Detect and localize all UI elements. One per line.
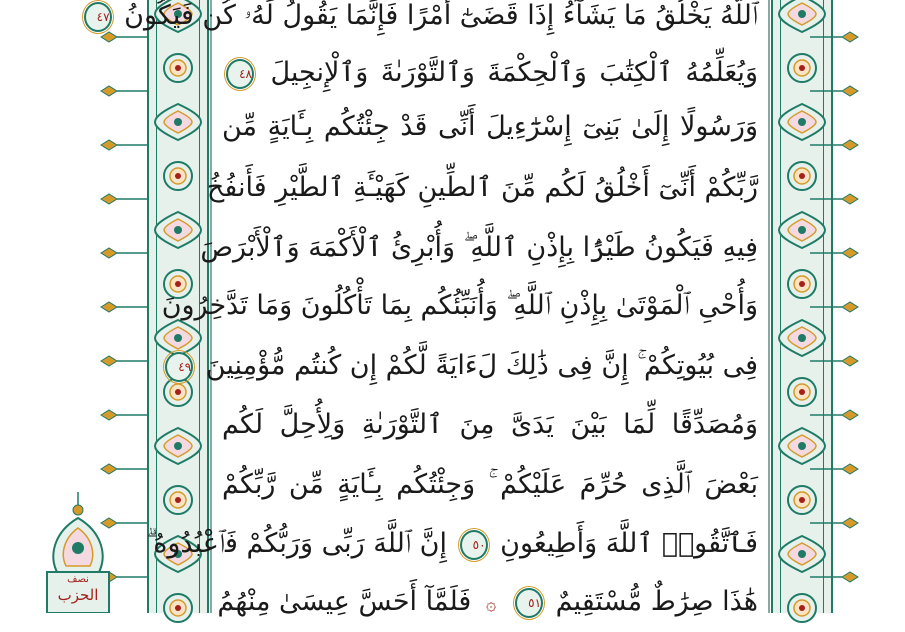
verse-text: إِنَّ ٱللَّهَ رَبِّى وَرَبُّكُمْ فَٱعْبُدُوهُ ۗ (146, 528, 447, 559)
hizb-small-label: نصف (67, 574, 89, 585)
rosette-icon (777, 156, 827, 196)
arabesque-medallion-icon (777, 318, 827, 358)
text-line (222, 101, 758, 153)
quran-text-area (96, 0, 766, 617)
border-sprig-icon (810, 29, 864, 43)
border-sprig-icon (95, 353, 149, 367)
arabesque-medallion-icon (153, 210, 203, 250)
text-line (206, 162, 758, 214)
verse-text: بَعْضَ ٱلَّذِى حُرِّمَ عَلَيْكُمْ ۚ وَجِئْتُكُم بِـَٔايَةٍ مِّن رَّبِّكُمْ (222, 469, 758, 500)
border-sprig-icon (810, 137, 864, 151)
text-line (96, 0, 758, 42)
verse-text: وَرَسُولًا إِلَىٰ بَنِىٓ إِسْرَٰٓءِيلَ أَنِّى قَدْ جِئْتُكُم بِـَٔايَةٍ مِّن (222, 111, 758, 142)
text-line (222, 399, 758, 451)
arabesque-medallion-icon (777, 102, 827, 142)
border-sprig-icon (95, 299, 149, 313)
arabesque-medallion-icon (777, 426, 827, 466)
text-line (200, 222, 758, 274)
rosette-icon (777, 372, 827, 412)
border-sprig-icon (810, 353, 864, 367)
border-sprig-icon (810, 515, 864, 529)
verse-text: رَّبِّكُمْ أَنِّىٓ أَخْلُقُ لَكُم مِّنَ ٱلطِّينِ كَهَيْـَٔةِ ٱلطَّيْرِ فَأَنفُخُ (206, 172, 758, 203)
text-line (222, 47, 758, 99)
hizb-marker (44, 492, 112, 613)
rosette-icon (777, 480, 827, 520)
border-sprig-icon (810, 407, 864, 421)
verse-text: فِيهِ فَيَكُونُ طَيْرًۢا بِإِذْنِ ٱللَّهِ ۖ وَأُبْرِئُ ٱلْأَكْمَهَ وَٱلْأَبْرَصَ (200, 232, 758, 263)
text-line (217, 576, 758, 628)
text-line (178, 340, 758, 392)
rosette-icon (777, 48, 827, 88)
border-sprig-icon (810, 245, 864, 259)
ayah-number-marker: ٥٠ (460, 530, 488, 560)
verse-text: وَمُصَدِّقًا لِّمَا بَيْنَ يَدَىَّ مِنَ ٱلتَّوْرَىٰةِ وَلِأُحِلَّ لَكُم (222, 409, 758, 440)
ayah-number-marker: ٤٩ (165, 352, 193, 382)
border-sprig-icon (95, 461, 149, 475)
border-sprig-icon (810, 461, 864, 475)
verse-text: وَيُعَلِّمُهُ ٱلْكِتَٰبَ وَٱلْحِكْمَةَ وَٱلتَّوْرَىٰةَ وَٱلْإِنجِيلَ (270, 57, 758, 88)
arabesque-medallion-icon (153, 102, 203, 142)
arabesque-medallion-icon (153, 426, 203, 466)
hizb-label: الحزب (57, 586, 99, 604)
rub-el-hizb-icon: ۞ (485, 594, 497, 615)
ayah-number-marker: ٥١ (515, 588, 543, 618)
verse-text: فِى بُيُوتِكُمْ ۚ إِنَّ فِى ذَٰلِكَ لَءَايَةً لَّكُمْ إِن كُنتُم مُّؤْمِنِينَ (205, 350, 758, 381)
border-sprig-icon (810, 299, 864, 313)
rosette-icon (777, 588, 827, 628)
verse-text: فَلَمَّآ أَحَسَّ عِيسَىٰ مِنْهُمُ (217, 586, 472, 617)
border-sprig-icon (95, 191, 149, 205)
rosette-icon (777, 264, 827, 304)
border-sprig-icon (95, 245, 149, 259)
border-sprig-icon (810, 569, 864, 583)
arabesque-medallion-icon (777, 534, 827, 574)
text-line (146, 518, 758, 570)
ayah-number-marker: ٤٧ (84, 2, 112, 32)
text-line (222, 459, 758, 511)
border-sprig-icon (95, 83, 149, 97)
verse-text: وَأُحْىِ ٱلْمَوْتَىٰ بِإِذْنِ ٱللَّهِ ۖ وَأُنَبِّئُكُم بِمَا تَأْكُلُونَ وَمَا تَدَّخِرُونَ (161, 290, 758, 321)
right-text-frame-line (768, 0, 770, 613)
rosette-icon (153, 156, 203, 196)
border-sprig-icon (810, 191, 864, 205)
verse-text: ٱللَّهُ يَخْلُقُ مَا يَشَآءُ إِذَا قَضَىٰٓ أَمْرًا فَإِنَّمَا يَقُولُ لَهُۥ كُن فَيَكُونُ (124, 0, 758, 31)
rosette-icon (153, 48, 203, 88)
text-line (161, 280, 758, 332)
verse-text: فَٱتَّقُوا۟ ٱللَّهَ وَأَطِيعُونِ (500, 528, 758, 559)
rosette-icon (153, 588, 203, 628)
border-sprig-icon (95, 407, 149, 421)
ayah-number-marker: ٤٨ (226, 59, 254, 89)
verse-text: هَٰذَا صِرَٰطٌ مُّسْتَقِيمٌ (555, 586, 758, 617)
border-sprig-icon (95, 137, 149, 151)
border-sprig-icon (810, 83, 864, 97)
rosette-icon (153, 480, 203, 520)
arabesque-medallion-icon (777, 210, 827, 250)
